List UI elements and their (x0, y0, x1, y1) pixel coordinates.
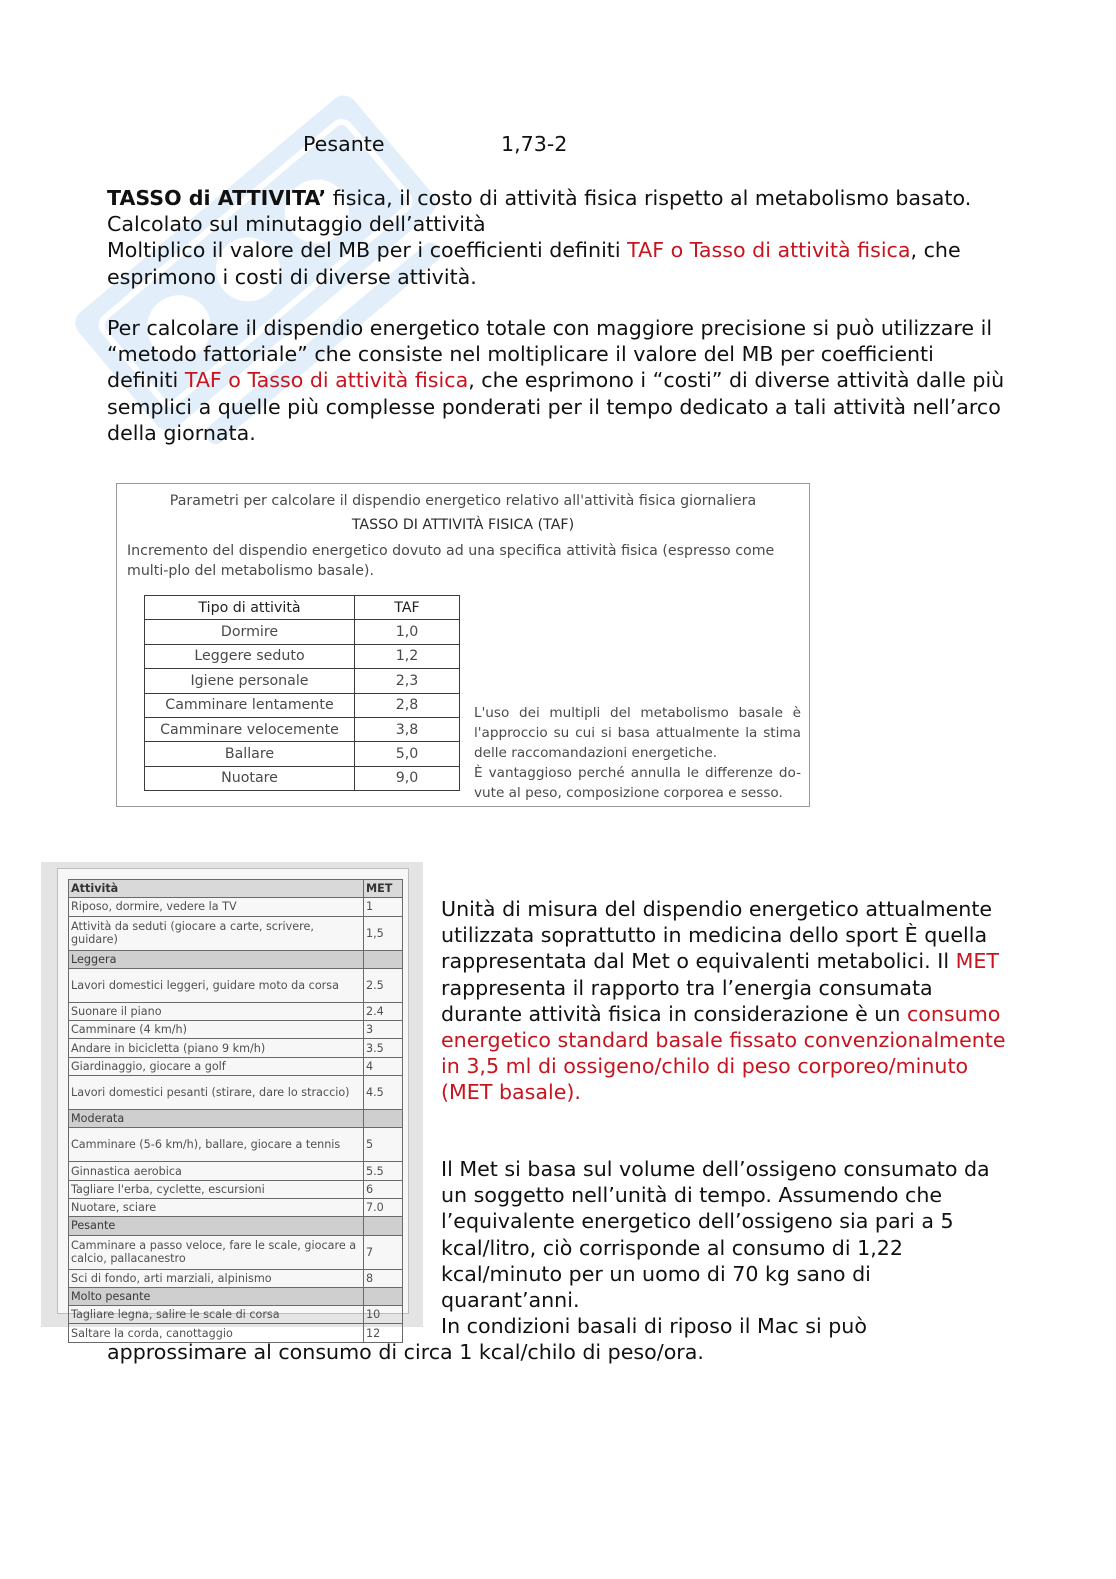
paragraph-met-definition (441, 896, 1011, 1106)
taf-note-1: L'uso dei multipli del metabolismo basale è l'approccio su cui si basa attualmente la stima delle raccomandazioni energetiche. (474, 705, 801, 761)
taf-cell-activity: Leggere seduto (145, 644, 355, 668)
met-cell-value: 2.5 (364, 968, 403, 1002)
met-category-empty (364, 1110, 403, 1128)
met-category-empty (364, 950, 403, 968)
met-cell-activity: Sci di fondo, arti marziali, alpinismo (69, 1269, 364, 1287)
met-cell-activity: Camminare a passo veloce, fare le scale, giocare a calcio, pallacanestro (69, 1235, 364, 1269)
taf-cell-value: 5,0 (355, 742, 460, 766)
met-row (69, 916, 403, 950)
met-table (68, 879, 403, 1343)
taf-cell-value: 2,8 (355, 693, 460, 717)
met-cell-activity: Riposo, dormire, vedere la TV (69, 898, 364, 916)
taf-figure-note (474, 703, 801, 803)
met-row (69, 1002, 403, 1020)
taf-cell-value: 1,2 (355, 644, 460, 668)
met-col-met: MET (364, 880, 403, 898)
paragraph1-text2: Moltiplico il valore del MB per i coefficienti definiti (107, 238, 628, 263)
paragraph4-text1: Il Met si basa sul volume dell’ossigeno consumato da un soggetto nell’unità di tempo. Assumendo che l’equivalente energetico dell’ossigeno sia pari a 5 kcal/litro, ciò corrisponde al consumo di 1,22 kcal/minuto per un uomo di 70 kg sano di quarant’anni. (441, 1157, 990, 1313)
met-cell-value: 4.5 (364, 1076, 403, 1110)
met-cell-activity: Attività da seduti (giocare a carte, scrivere, guidare) (69, 916, 364, 950)
met-category-row (69, 950, 403, 968)
taf-figure-title: Parametri per calcolare il dispendio energetico relativo all'attività fisica giornaliera (169, 493, 757, 509)
met-row (69, 1180, 403, 1198)
met-cell-activity: Lavori domestici pesanti (stirare, dare lo straccio) (69, 1076, 364, 1110)
met-cell-value: 2.4 (364, 1002, 403, 1020)
met-category-row (69, 1110, 403, 1128)
taf-figure (116, 483, 810, 807)
taf-cell-value: 1,0 (355, 620, 460, 644)
met-cell-value: 1 (364, 898, 403, 916)
taf-col-activity: Tipo di attività (145, 596, 355, 620)
met-cell-value: 4 (364, 1057, 403, 1075)
met-cell-value: 1,5 (364, 916, 403, 950)
highlight-met: MET (955, 949, 999, 974)
met-row (69, 1128, 403, 1162)
met-category-label: Moderata (69, 1110, 364, 1128)
highlight-taf-2: TAF o Tasso di attività fisica (184, 368, 469, 393)
met-row (69, 1162, 403, 1180)
met-cell-activity: Andare in bicicletta (piano 9 km/h) (69, 1039, 364, 1057)
paragraph1-text3: , che esprimono i costi di diverse attività. (107, 238, 961, 289)
met-category-empty (364, 1217, 403, 1235)
taf-col-taf: TAF (355, 596, 460, 620)
paragraph4-text3: approssimare al consumo di circa 1 kcal/chilo di peso/ora. (107, 1340, 704, 1364)
met-cell-activity: Giardinaggio, giocare a golf (69, 1057, 364, 1075)
taf-table (144, 595, 460, 791)
highlight-met-basale: consumo energetico standard basale fissato convenzionalmente in 3,5 ml di ossigeno/chilo di peso corporeo/minuto (MET basale). (441, 1001, 1006, 1105)
met-category-row (69, 1217, 403, 1235)
met-category-row (69, 1287, 403, 1305)
taf-cell-value: 2,3 (355, 669, 460, 693)
paragraph4-text2: In condizioni basali di riposo il Mac si può (441, 1314, 867, 1339)
header-label-left: Pesante (303, 132, 385, 156)
taf-cell-activity: Ballare (145, 742, 355, 766)
taf-figure-description: Incremento del dispendio energetico dovuto ad una specifica attività fisica (espresso come multi-plo del metabolismo basale). (127, 543, 775, 579)
taf-row (145, 742, 460, 766)
taf-row (145, 693, 460, 717)
highlight-taf: TAF o Tasso di attività fisica (627, 238, 911, 263)
header-value-right: 1,73-2 (501, 132, 568, 156)
met-cell-activity: Saltare la corda, canottaggio (69, 1324, 364, 1342)
met-category-label: Pesante (69, 1217, 364, 1235)
met-figure (41, 862, 423, 1340)
bold-term: TASSO di ATTIVITA’ (107, 186, 327, 210)
taf-cell-activity: Igiene personale (145, 669, 355, 693)
met-category-label: Molto pesante (69, 1287, 364, 1305)
taf-row (145, 717, 460, 741)
met-row (69, 1198, 403, 1216)
taf-cell-value: 9,0 (355, 766, 460, 790)
met-cell-value: 5.5 (364, 1162, 403, 1180)
met-header-row (69, 880, 403, 898)
met-cell-value: 10 (364, 1306, 403, 1324)
taf-cell-activity: Camminare lentamente (145, 693, 355, 717)
paragraph3-text2: rappresenta il rapporto tra l’energia consumata durante attività fisica in considerazione è un (441, 975, 933, 1026)
met-row (69, 968, 403, 1002)
taf-table-body (145, 620, 460, 791)
met-row (69, 1235, 403, 1269)
met-cell-value: 7.0 (364, 1198, 403, 1216)
met-cell-activity: Suonare il piano (69, 1002, 364, 1020)
met-row (69, 1057, 403, 1075)
met-cell-value: 3 (364, 1021, 403, 1039)
met-table-body (69, 880, 403, 1343)
met-col-activity: Attività (69, 880, 364, 898)
paragraph-met-closing (107, 1339, 1007, 1365)
met-cell-activity: Nuotare, sciare (69, 1198, 364, 1216)
taf-cell-activity: Dormire (145, 620, 355, 644)
taf-figure-subtitle: TASSO DI ATTIVITÀ FISICA (TAF) (351, 517, 575, 533)
taf-row (145, 620, 460, 644)
taf-note-2: È vantaggioso perché annulla le differenze do-vute al peso, composizione corporea e sesso. (474, 765, 801, 801)
met-cell-value: 8 (364, 1269, 403, 1287)
paragraph3-text1: Unità di misura del dispendio energetico attualmente utilizzata soprattutto in medicina dello sport È quella rappresentata dal Met o equivalenti metabolici. Il (441, 897, 993, 974)
met-cell-value: 5 (364, 1128, 403, 1162)
paragraph2-text1: Per calcolare il dispendio energetico totale con maggiore precisione si può utilizzare il “metodo fattoriale” che consiste nel moltiplicare il valore del MB per coefficienti definiti (107, 316, 993, 393)
met-row (69, 1039, 403, 1057)
paragraph-taf-intro (107, 185, 1007, 290)
taf-cell-value: 3,8 (355, 717, 460, 741)
met-cell-value: 12 (364, 1324, 403, 1342)
met-row (69, 898, 403, 916)
met-category-label: Leggera (69, 950, 364, 968)
met-cell-activity: Tagliare legna, salire le scale di corsa (69, 1306, 364, 1324)
met-cell-activity: Ginnastica aerobica (69, 1162, 364, 1180)
taf-cell-activity: Camminare velocemente (145, 717, 355, 741)
met-row (69, 1021, 403, 1039)
met-cell-activity: Lavori domestici leggeri, guidare moto da corsa (69, 968, 364, 1002)
met-cell-value: 7 (364, 1235, 403, 1269)
taf-row (145, 644, 460, 668)
met-row (69, 1076, 403, 1110)
met-row (69, 1269, 403, 1287)
taf-cell-activity: Nuotare (145, 766, 355, 790)
met-cell-value: 6 (364, 1180, 403, 1198)
met-category-empty (364, 1287, 403, 1305)
paragraph-met-oxygen (441, 1156, 1011, 1339)
met-cell-activity: Tagliare l'erba, cyclette, escursioni (69, 1180, 364, 1198)
paragraph1-text1: fisica, il costo di attività fisica rispetto al metabolismo basato. Calcolato sul minutaggio dell’attività (107, 186, 972, 237)
met-cell-value: 3.5 (364, 1039, 403, 1057)
met-figure-panel (57, 868, 409, 1340)
paragraph-fattoriale (107, 315, 1007, 446)
met-row (69, 1306, 403, 1324)
met-cell-activity: Camminare (4 km/h) (69, 1021, 364, 1039)
paragraph2-text2: , che esprimono i “costi” di diverse attività dalle più semplici a quelle più complesse ponderati per il tempo dedicato a tali attività nell’arco della giornata. (107, 368, 1005, 445)
met-cell-activity: Camminare (5-6 km/h), ballare, giocare a tennis (69, 1128, 364, 1162)
taf-row (145, 766, 460, 790)
taf-row (145, 669, 460, 693)
